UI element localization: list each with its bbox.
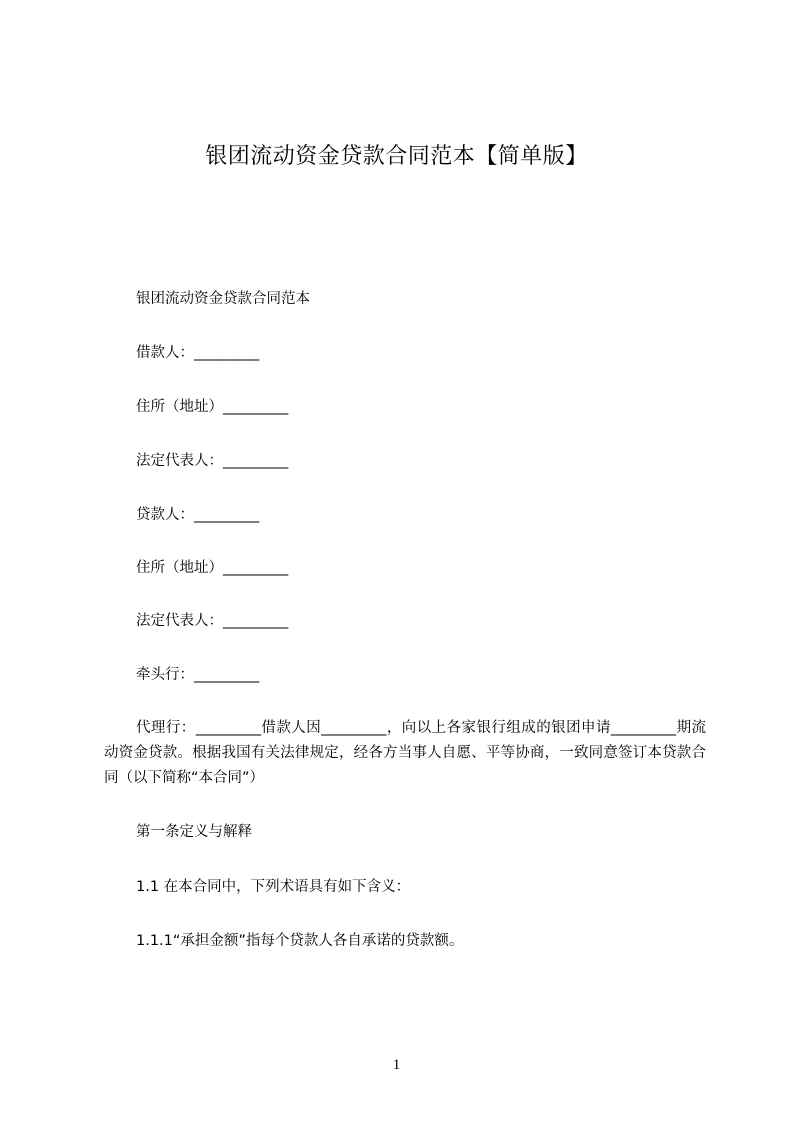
- lender-representative-line: 法定代表人：_________: [136, 613, 289, 629]
- lender-line: 贷款人：_________: [136, 507, 260, 523]
- borrower-line: 借款人：_________: [136, 345, 260, 361]
- lender-address-line: 住所（地址）_________: [136, 560, 289, 576]
- document-title: 银团流动资金贷款合同范本【简单版】: [205, 144, 588, 169]
- agent-bank-paragraph: 代理行：_________借款人因_________，向以上各家银行组成的银团申请_________期流动资金贷款。根据我国有关法律规定，经各方当事人自愿、平等协商，一致同意签订本贷款合同（以下简称“本合同”）: [104, 720, 706, 786]
- page-number: 1: [392, 1057, 401, 1073]
- clause-1-1: 1.1 在本合同中，下列术语具有如下含义：: [136, 879, 411, 895]
- clause-1-1-1: 1.1.1“承担金额”指每个贷款人各自承诺的贷款额。: [136, 933, 464, 949]
- lead-bank-line: 牵头行：_________: [136, 667, 260, 683]
- borrower-representative-line: 法定代表人：_________: [136, 453, 289, 469]
- contract-subtitle: 银团流动资金贷款合同范本: [136, 291, 310, 307]
- article-1-heading: 第一条定义与解释: [136, 824, 252, 840]
- borrower-address-line: 住所（地址）_________: [136, 399, 289, 415]
